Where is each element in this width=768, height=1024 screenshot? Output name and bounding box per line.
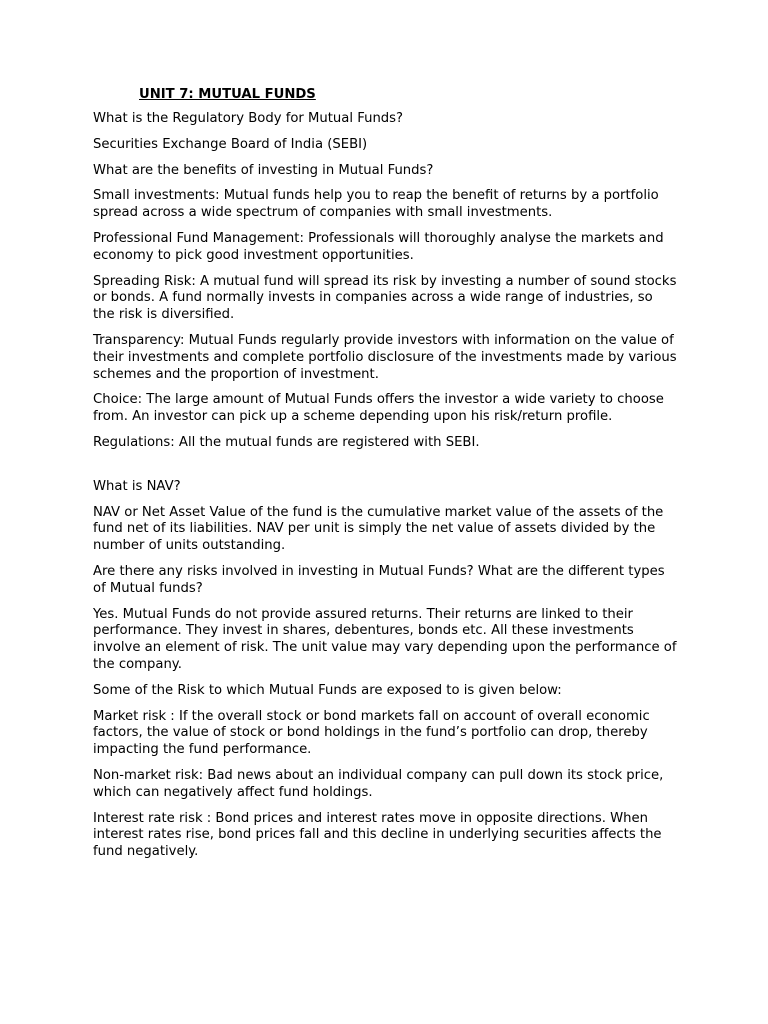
question-risks: Are there any risks involved in investing in Mutual Funds? What are the different types of Mutual funds?: [93, 563, 665, 596]
benefit-choice: Choice: The large amount of Mutual Funds offers the investor a wide variety to choose from. An investor can pick up a scheme depending upon his risk/return profile.: [93, 392, 664, 425]
answer-risks: Yes. Mutual Funds do not provide assured returns. Their returns are linked to their performance. They invest in shares, debentures, bonds etc. All these investments involve an element of risk. The unit value may vary depending upon the performance of the company.: [93, 606, 677, 672]
risk-non-market: Non-market risk: Bad news about an individual company can pull down its stock price, which can negatively affect fund holdings.: [93, 767, 664, 800]
benefit-professional-management: Professional Fund Management: Professionals will thoroughly analyse the markets and economy to pick good investment opportunities.: [93, 230, 664, 263]
risk-intro: Some of the Risk to which Mutual Funds are exposed to is given below:: [93, 682, 562, 698]
document-title: UNIT 7: MUTUAL FUNDS: [139, 87, 316, 102]
benefit-transparency: Transparency: Mutual Funds regularly provide investors with information on the value of their investments and complete portfolio disclosure of the investments made by various schemes and the proportion of investment.: [93, 332, 677, 382]
benefit-regulations: Regulations: All the mutual funds are registered with SEBI.: [93, 434, 480, 450]
answer-nav: NAV or Net Asset Value of the fund is the cumulative market value of the assets of the fund net of its liabilities. NAV per unit is simply the net value of assets divided by the number of units outstanding.: [93, 504, 664, 554]
question-nav: What is NAV?: [93, 478, 181, 494]
answer-regulatory-body: Securities Exchange Board of India (SEBI): [93, 136, 368, 152]
benefit-small-investments: Small investments: Mutual funds help you to reap the benefit of returns by a portfolio spread across a wide spectrum of companies with small investments.: [93, 188, 659, 221]
blank-line: [93, 461, 678, 479]
document-body: [93, 86, 678, 870]
question-benefits: What are the benefits of investing in Mutual Funds?: [93, 162, 434, 178]
benefit-spreading-risk: Spreading Risk: A mutual fund will spread its risk by investing a number of sound stocks or bonds. A fund normally invests in companies across a wide range of industries, so the risk is diversified.: [93, 273, 677, 323]
question-regulatory-body: What is the Regulatory Body for Mutual Funds?: [93, 111, 404, 126]
risk-market: Market risk : If the overall stock or bond markets fall on account of overall economic factors, the value of stock or bond holdings in the fund’s portfolio can drop, thereby impacting the fund performance.: [93, 708, 650, 758]
risk-interest-rate: Interest rate risk : Bond prices and interest rates move in opposite directions. When interest rates rise, bond prices fall and this decline in underlying securities affects the fund negatively.: [93, 810, 662, 860]
